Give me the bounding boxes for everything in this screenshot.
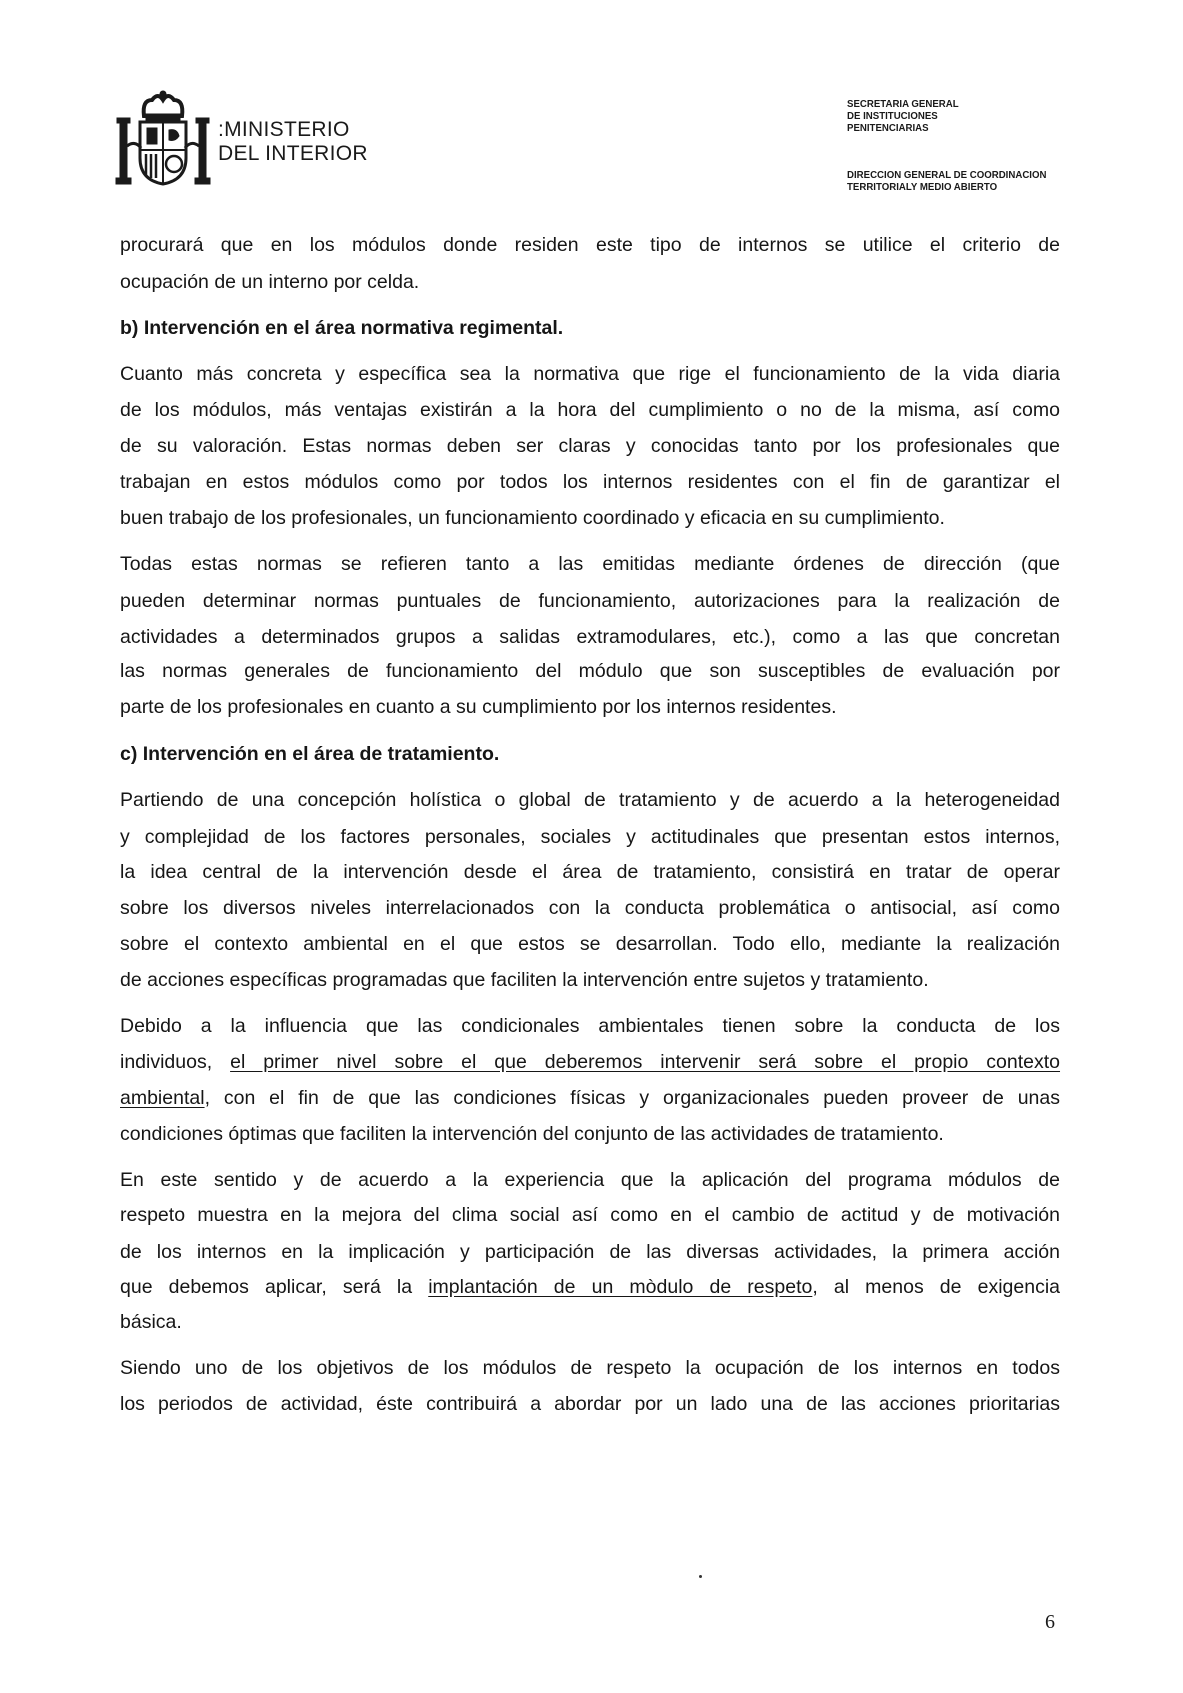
underlined-text: implantación de un mòdulo de respeto [428, 1276, 813, 1298]
direccion-label [847, 169, 1046, 193]
body-line: Todas estas normas se refieren tanto a las emitidas mediante órdenes de dirección (que [120, 553, 1060, 575]
secretaria-label [847, 98, 959, 134]
body-line: de los internos en la implicación y participación de las diversas actividades, la primera acción [120, 1241, 1060, 1263]
section-heading-c: c) Intervención en el área de tratamiento. [120, 743, 500, 765]
body-line [120, 1086, 1060, 1110]
body-line: de los módulos, más ventajas existirán a la hora del cumplimiento o no de la misma, así como [120, 399, 1060, 421]
direccion-line: DIRECCION GENERAL DE COORDINACION [847, 169, 1047, 181]
spanish-coat-of-arms-icon [114, 88, 212, 188]
body-line: procurará que en los módulos donde residen este tipo de internos se utilice el criterio de [120, 234, 1060, 256]
ministry-line: :MINISTERIO [218, 118, 350, 141]
body-line: En este sentido y de acuerdo a la experiencia que la aplicación del programa módulos de [120, 1169, 1060, 1191]
body-line: pueden determinar normas puntuales de funcionamiento, autorizaciones para la realización de [120, 590, 1060, 612]
body-line [120, 1050, 1060, 1074]
body-line: Siendo uno de los objetivos de los módulos de respeto la ocupación de los internos en todos [120, 1357, 1060, 1379]
body-line: actividades a determinados grupos a salidas extramodulares, etc.), como a las que concretan [120, 626, 1060, 648]
text-run: , al menos de exigencia [812, 1276, 1060, 1298]
body-line: Debido a la influencia que las condicionales ambientales tienen sobre la conducta de los [120, 1015, 1060, 1037]
body-line: la idea central de la intervención desde el área de tratamiento, consistirá en tratar de operar [120, 861, 1060, 883]
body-line: condiciones óptimas que faciliten la intervención del conjunto de las actividades de tratamiento. [120, 1123, 944, 1145]
body-line: respeto muestra en la mejora del clima social así como en el cambio de actitud y de motivación [120, 1204, 1060, 1226]
body-line: las normas generales de funcionamiento del módulo que son susceptibles de evaluación por [120, 660, 1060, 682]
body-line: ocupación de un interno por celda. [120, 271, 420, 293]
body-line: Cuanto más concreta y específica sea la normativa que rige el funcionamiento de la vida diaria [120, 363, 1060, 385]
secretaria-line: DE INSTITUCIONES [847, 110, 938, 122]
body-line [120, 1275, 1060, 1299]
text-run: que debemos aplicar, será la [120, 1276, 429, 1298]
body-line: buen trabajo de los profesionales, un funcionamiento coordinado y eficacia en su cumplimiento. [120, 507, 945, 529]
direccion-line: TERRITORIALY MEDIO ABIERTO [847, 181, 998, 193]
text-run: individuos, [120, 1051, 231, 1073]
secretaria-line: SECRETARIA GENERAL [847, 98, 959, 110]
body-line: Partiendo de una concepción holística o global de tratamiento y de acuerdo a la heterogeneidad [120, 789, 1060, 811]
page-number: 6 [1045, 1611, 1055, 1633]
body-line: de acciones específicas programadas que faciliten la intervención entre sujetos y tratamiento. [120, 969, 929, 991]
body-line: de su valoración. Estas normas deben ser claras y conocidas tanto por los profesionales que [120, 435, 1060, 457]
secretaria-line: PENITENCIARIAS [847, 122, 929, 134]
underlined-text: ambiental [120, 1087, 205, 1109]
body-line: los periodos de actividad, éste contribuirá a abordar por un lado una de las acciones prioritarias [120, 1393, 1060, 1415]
ministry-name [218, 118, 368, 166]
body-line: básica. [120, 1311, 182, 1333]
body-line: y complejidad de los factores personales, sociales y actitudinales que presentan estos internos, [120, 826, 1060, 848]
underlined-text: el primer nivel sobre el que deberemos intervenir será sobre el propio contexto [230, 1051, 1061, 1073]
section-heading-b: b) Intervención en el área normativa regimental. [120, 317, 564, 339]
body-line: sobre los diversos niveles interrelacionados con la conducta problemática o antisocial, así como [120, 897, 1060, 919]
ministry-line: DEL INTERIOR [218, 142, 368, 165]
text-run: , con el fin de que las condiciones físicas y organizacionales pueden proveer de unas [204, 1087, 1060, 1109]
scan-speck [699, 1575, 702, 1578]
body-line: parte de los profesionales en cuanto a su cumplimiento por los internos residentes. [120, 696, 837, 718]
body-line: trabajan en estos módulos como por todos los internos residentes con el fin de garantizar el [120, 471, 1060, 493]
body-line: sobre el contexto ambiental en el que estos se desarrollan. Todo ello, mediante la realización [120, 933, 1060, 955]
